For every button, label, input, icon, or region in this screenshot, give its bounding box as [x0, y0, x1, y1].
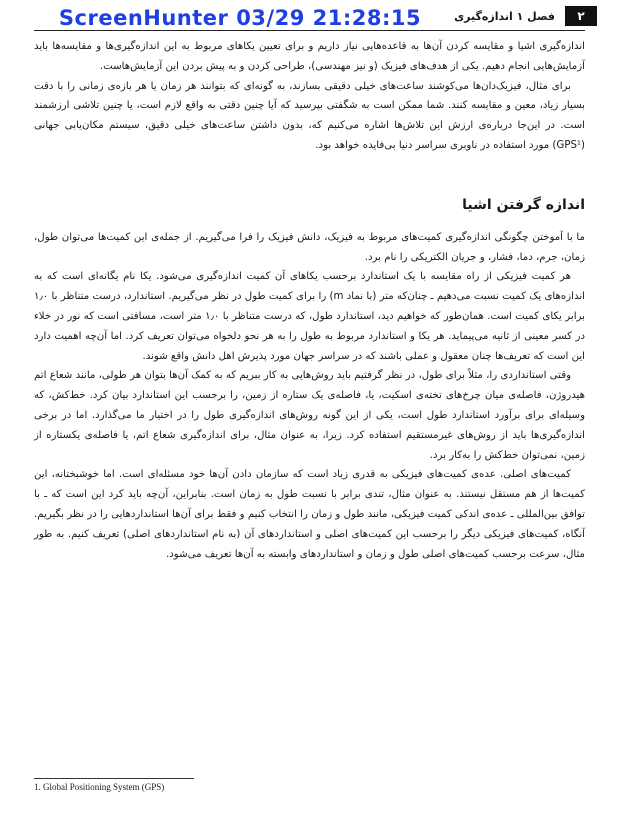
page-number: ۲	[565, 6, 597, 26]
intro-paragraph-2: برای مثال، فیزیک‌دان‌ها می‌کوشند ساعت‌های خیلی دقیقی بسازند، به گونه‌ای که بتوانند هر زمان یا هر بازه‌ی زمانی را با دقت بسیار زیاد، معین و مقایسه کنند. شما ممکن است به شگفتی بپرسید که آیا چنین دقتی به واقع لازم است، یا چنین تلاشی ارزشمند است. در این‌جا درباره‌ی ارزش این تلاش‌ها اشاره می‌کنیم که، بدون داشتن ساعت‌های خیلی دقیق، سیستم مکان‌یابی جهانی (GPS¹) مورد استفاده در ناوبری سراسر دنیا بی‌فایده خواهد بود.	[34, 80, 585, 151]
body-paragraph-4: کمیت‌های اصلی. عده‌ی کمیت‌های فیزیکی به قدری زیاد است که سازمان دادن آن‌ها خود مسئله‌ای است. اما خوشبختانه، این کمیت‌ها از هم مستقل نیستند. به عنوان مثال، تندی برابر با نسبت طول به زمان است. بنابراین، آن‌چه باید کرد این است که ـ با توافق بین‌المللی ـ عده‌ی اندکی کمیت فیزیکی، مانند طول و زمان را انتخاب کنیم و فقط برای آن‌ها استانداردهایی را در نظر بگیریم. آنگاه، کمیت‌های فیزیکی دیگر را برحسب این کمیت‌های اصلی و استانداردهای آن (به نام استانداردهای اصلی) تعریف کنیم. به طور مثال، سرعت برحسب کمیت‌های اصلی طول و زمان و استانداردهای وابسته به آن‌ها تعریف می‌شود.	[34, 469, 585, 560]
body-paragraph-1: ما با آموختن چگونگی اندازه‌گیری کمیت‌های مربوط به فیزیک، دانش فیزیک را فرا می‌گیریم. از جمله‌ی این کمیت‌ها می‌توان طول، زمان، جرم، دما، فشار، و جریان الکتریکی را نام برد.	[34, 231, 585, 263]
screenhunter-watermark: ScreenHunter 03/29 21:28:15	[58, 6, 422, 30]
body-paragraph-3: وقتی استانداردی را، مثلاً برای طول، در نظر گرفتیم باید روش‌هایی به کار ببریم که به کمک آن‌ها بتوان هر طولی، مانند شعاع اتم هیدروژن، فاصله‌ی میان چرخ‌های تخته‌ی اسکیت، یا، فاصله‌ی یک ستاره از زمین، را برحسب این استاندارد بیان کرد. خط‌کش، که وسیله‌ای برای برآورد استاندارد طول است، یکی از این گونه روش‌های اندازه‌گیری طول را در اختیار ما می‌گذارد. اما در برخی اندازه‌گیری‌ها باید از روش‌های غیرمستقیم استفاده کرد. زیرا، به عنوان مثال، برای اندازه‌گیری شعاع اتم، یا فاصله‌ی یکستاره از زمین، نمی‌توان خط‌کش را به‌کار برد.	[34, 370, 585, 461]
footnote: 1. Global Positioning System (GPS)	[34, 782, 165, 792]
intro-paragraph-1: اندازه‌گیری اشیا و مقایسه کردن آن‌ها به قاعده‌هایی نیاز داریم و برای تعیین یکاهای مربوط به این اندازه‌گیری‌ها و مقایسه‌ها باید آزمایش‌هایی انجام دهیم. یکی از هدف‌های فیزیک (و نیز مهندسی)، طراحی کردن و به پیش بردن این آزمایش‌هاست.	[34, 41, 585, 72]
footnote-divider	[34, 778, 194, 779]
chapter-running-head: فصل ۱ اندازه‌گیری	[454, 10, 555, 23]
section-heading: اندازه گرفتن اشیا	[462, 196, 585, 213]
page-body	[34, 37, 585, 564]
body-paragraph-2: هر کمیت فیزیکی از راه مقایسه با یک استاندارد برحسب یکاهای آن کمیت اندازه‌گیری می‌شود. یکا نام یگانه‌ای است که به اندازه‌های یک کمیت نسبت می‌دهیم ـ چنان‌که متر (با نماد m) را برای کمیت طول در نظر می‌گیریم. استاندارد، درست متناظر با ۱٫۰ برابر یکای کمیت است. همان‌طور که خواهیم دید، استاندارد طول، که درست متناظر با ۱٫۰ متر است، مسافتی است که نور در خلاء در کسر معینی از ثانیه می‌پیماید. هر یکا و استاندارد مربوط به طول را به هر نحو دلخواه می‌توان تعریف کرد. اما آن‌چه اهمیت دارد این است که تعریف‌ها چنان معقول و عملی باشند که در سراسر جهان مورد پذیرش اهل دانش واقع شوند.	[34, 271, 586, 362]
header-divider	[34, 30, 585, 31]
